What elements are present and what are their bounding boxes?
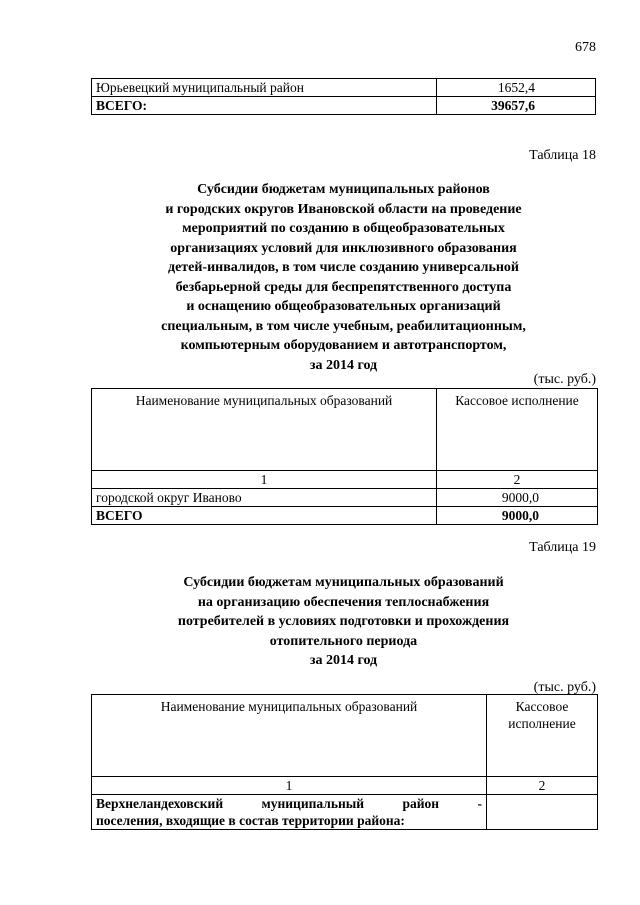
- total-value: 9000,0: [437, 507, 598, 525]
- page-number: 678: [575, 40, 596, 55]
- column-header-amount: Кассовое исполнение: [437, 389, 598, 471]
- total-label: ВСЕГО:: [92, 97, 437, 115]
- column-number: 1: [92, 471, 437, 489]
- title-line: и городских округов Ивановской области на проведение: [165, 201, 522, 217]
- table-row: [92, 489, 598, 507]
- total-value: 39657,6: [437, 97, 596, 115]
- column-number: 2: [487, 777, 598, 795]
- title-line: Субсидии бюджетам муниципальных образований: [183, 575, 504, 590]
- total-row: [92, 97, 596, 115]
- title-line: организациях условий для инклюзивного образования: [170, 240, 517, 256]
- municipality-name: Юрьевецкий муниципальный район: [92, 79, 437, 97]
- title-line: специальным, в том числе учебным, реабилитационным,: [161, 318, 526, 334]
- table-18-title: [91, 180, 596, 375]
- title-line: за 2014 год: [309, 653, 378, 668]
- group-line: Верхнеландеховский муниципальный район -: [96, 796, 482, 811]
- title-line: компьютерным оборудованием и автотранспортом,: [180, 338, 507, 353]
- header-line: исполнение: [508, 716, 576, 731]
- table-19-label: Таблица 19: [529, 540, 596, 555]
- title-line: на организацию обеспечения теплоснабжения: [197, 594, 490, 610]
- table-header-row: [92, 389, 598, 471]
- title-line: и оснащению общеобразовательных организаций: [186, 299, 501, 314]
- title-line: детей-инвалидов, в том числе созданию универсальной: [167, 260, 519, 275]
- title-line: Субсидии бюджетам муниципальных районов: [197, 182, 490, 197]
- title-line: потребителей в условиях подготовки и прохождения: [177, 614, 510, 629]
- column-number: 1: [92, 777, 487, 795]
- table-19: [91, 694, 598, 830]
- table-row: [92, 79, 596, 97]
- amount-value: 1652,4: [437, 79, 596, 97]
- header-line: Кассовое: [515, 699, 569, 714]
- group-row: [92, 795, 598, 830]
- table-18-label: Таблица 18: [529, 148, 596, 163]
- title-line: отопительного периода: [269, 633, 418, 649]
- table-19-units: (тыс. руб.): [533, 680, 596, 695]
- total-label: ВСЕГО: [92, 507, 437, 525]
- group-name: [92, 795, 487, 830]
- column-number-row: [92, 471, 598, 489]
- table-18-units: (тыс. руб.): [533, 372, 596, 387]
- amount-value: 9000,0: [437, 489, 598, 507]
- amount-value: [487, 795, 598, 830]
- column-number: 2: [437, 471, 598, 489]
- table-19-title: [91, 573, 596, 671]
- municipality-name: городской округ Иваново: [92, 489, 437, 507]
- title-line: безбарьерной среды для беспрепятственного доступа: [175, 279, 512, 295]
- column-header-name: Наименование муниципальных образований: [92, 695, 487, 777]
- table-header-row: [92, 695, 598, 777]
- carryover-table: [91, 78, 596, 115]
- column-number-row: [92, 777, 598, 795]
- title-line: мероприятий по созданию в общеобразовательных: [182, 221, 505, 236]
- table-18: [91, 388, 598, 525]
- title-line: за 2014 год: [309, 357, 378, 373]
- column-header-amount: [487, 695, 598, 777]
- group-line: поселения, входящие в состав территории района:: [96, 813, 405, 828]
- column-header-name: Наименование муниципальных образований: [92, 389, 437, 471]
- total-row: [92, 507, 598, 525]
